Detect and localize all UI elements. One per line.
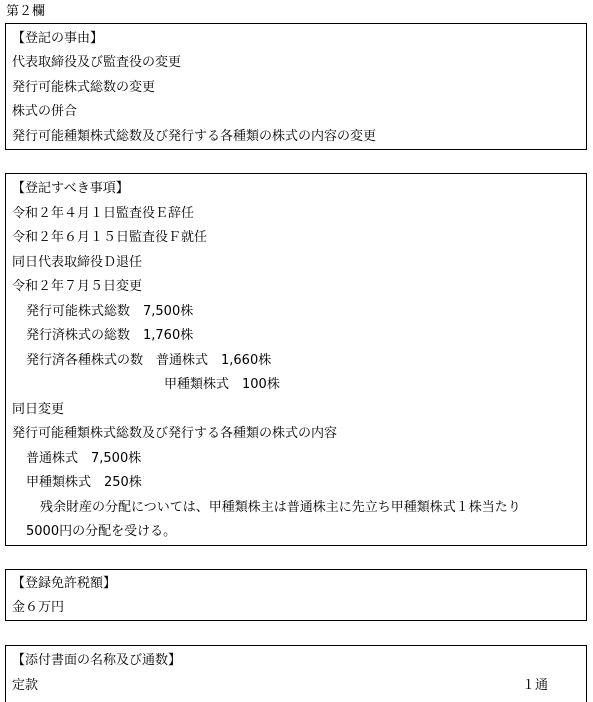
- reason-line: 代表取締役及び監査役の変更: [12, 55, 182, 70]
- reason-line: 発行可能種類株式総数及び発行する各種類の株式の内容の変更: [12, 129, 377, 144]
- page-title: 第２欄: [6, 4, 46, 19]
- attachment-count: １通: [522, 678, 549, 693]
- matter-line: 令和２年４月１日監査役Ｅ辞任: [12, 206, 195, 221]
- section-heading: 【登記の事由】: [12, 31, 104, 46]
- matter-line: 令和２年６月１５日監査役Ｆ就任: [12, 230, 208, 245]
- matter-line: 同日変更: [12, 402, 65, 417]
- registration-matters-box: [5, 173, 587, 546]
- tax-amount: 金６万円: [12, 600, 65, 615]
- matter-line: 発行可能種類株式総数及び発行する各種類の株式の内容: [12, 426, 338, 441]
- matter-line: 発行可能株式総数 7,500株: [26, 304, 194, 319]
- matter-line: 残余財産の分配については、甲種類株主は普通株主に先立ち甲種類株式１株当たり: [40, 500, 521, 515]
- section-heading: 【登記すべき事項】: [12, 181, 129, 196]
- matter-line: 甲種類株式 100株: [164, 377, 280, 392]
- matter-line: 甲種類株式 250株: [26, 475, 142, 490]
- matter-line: 発行済各種株式の数 普通株式 1,660株: [26, 353, 272, 368]
- reason-line: 株式の併合: [12, 104, 78, 119]
- registration-tax-box: [5, 569, 587, 621]
- matter-line: 令和２年７月５日変更: [12, 279, 143, 294]
- registration-reason-box: [5, 23, 587, 150]
- matter-line: 発行済株式の総数 1,760株: [26, 328, 194, 343]
- attachments-box: [5, 645, 587, 702]
- section-heading: 【添付書面の名称及び通数】: [12, 653, 182, 668]
- matter-line: 同日代表取締役Ｄ退任: [12, 255, 143, 270]
- matter-line: 5000円の分配を受ける。: [26, 524, 177, 539]
- reason-line: 発行可能株式総数の変更: [12, 80, 156, 95]
- matter-line: 普通株式 7,500株: [26, 451, 142, 466]
- attachment-name: 定款: [12, 678, 39, 693]
- section-heading: 【登録免許税額】: [12, 576, 117, 591]
